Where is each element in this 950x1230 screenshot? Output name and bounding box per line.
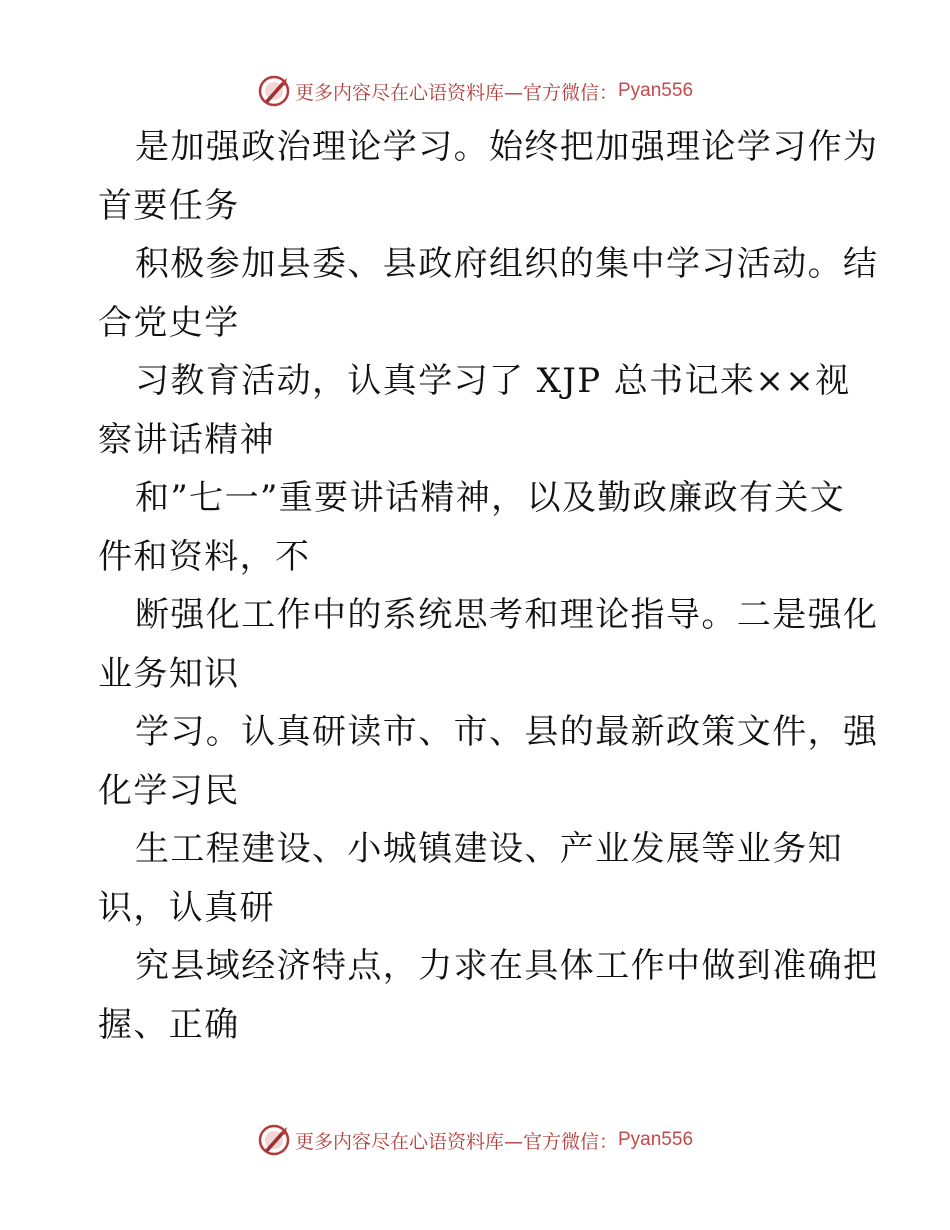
text-line: 是加强政治理论学习。始终把加强理论学习作为: [135, 127, 879, 167]
header-watermark-banner: [0, 71, 950, 111]
text-line: 习教育活动，认真学习了 XJP 总书记来××视: [135, 361, 851, 401]
footer-banner-wechat-id: Pyan556: [618, 1129, 694, 1150]
text-line: 首要任务: [98, 185, 240, 226]
header-banner-wechat-id: Pyan556: [618, 80, 694, 101]
text-line: 生工程建设、小城镇建设、产业发展等业务知: [135, 829, 843, 869]
text-line: 握、正确: [98, 1004, 240, 1045]
text-line: 究县域经济特点，力求在具体工作中做到准确把: [135, 946, 879, 986]
footer-watermark-banner: [0, 1120, 950, 1160]
text-line: 业务知识: [98, 653, 240, 694]
text-line: 察讲话精神: [98, 419, 275, 460]
text-line: 积极参加县委、县政府组织的集中学习活动。结: [135, 244, 879, 284]
quill-seal-icon: [257, 74, 291, 108]
text-line: 识，认真研: [98, 887, 275, 928]
footer-banner-text: 更多内容尽在心语资料库—官方微信：: [294, 1130, 618, 1153]
quill-seal-icon: [257, 1123, 291, 1157]
document-body: [98, 118, 879, 1054]
header-banner-text: 更多内容尽在心语资料库—官方微信：: [294, 81, 618, 104]
text-line: 学习。认真研读市、市、县的最新政策文件，强: [135, 712, 879, 752]
text-line: 件和资料，不: [98, 536, 311, 577]
text-line: 化学习民: [98, 770, 240, 811]
text-line: 和”七一”重要讲话精神，以及勤政廉政有关文: [135, 478, 846, 518]
text-line: 合党史学: [98, 302, 240, 343]
text-line: 断强化工作中的系统思考和理论指导。二是强化: [135, 595, 879, 635]
